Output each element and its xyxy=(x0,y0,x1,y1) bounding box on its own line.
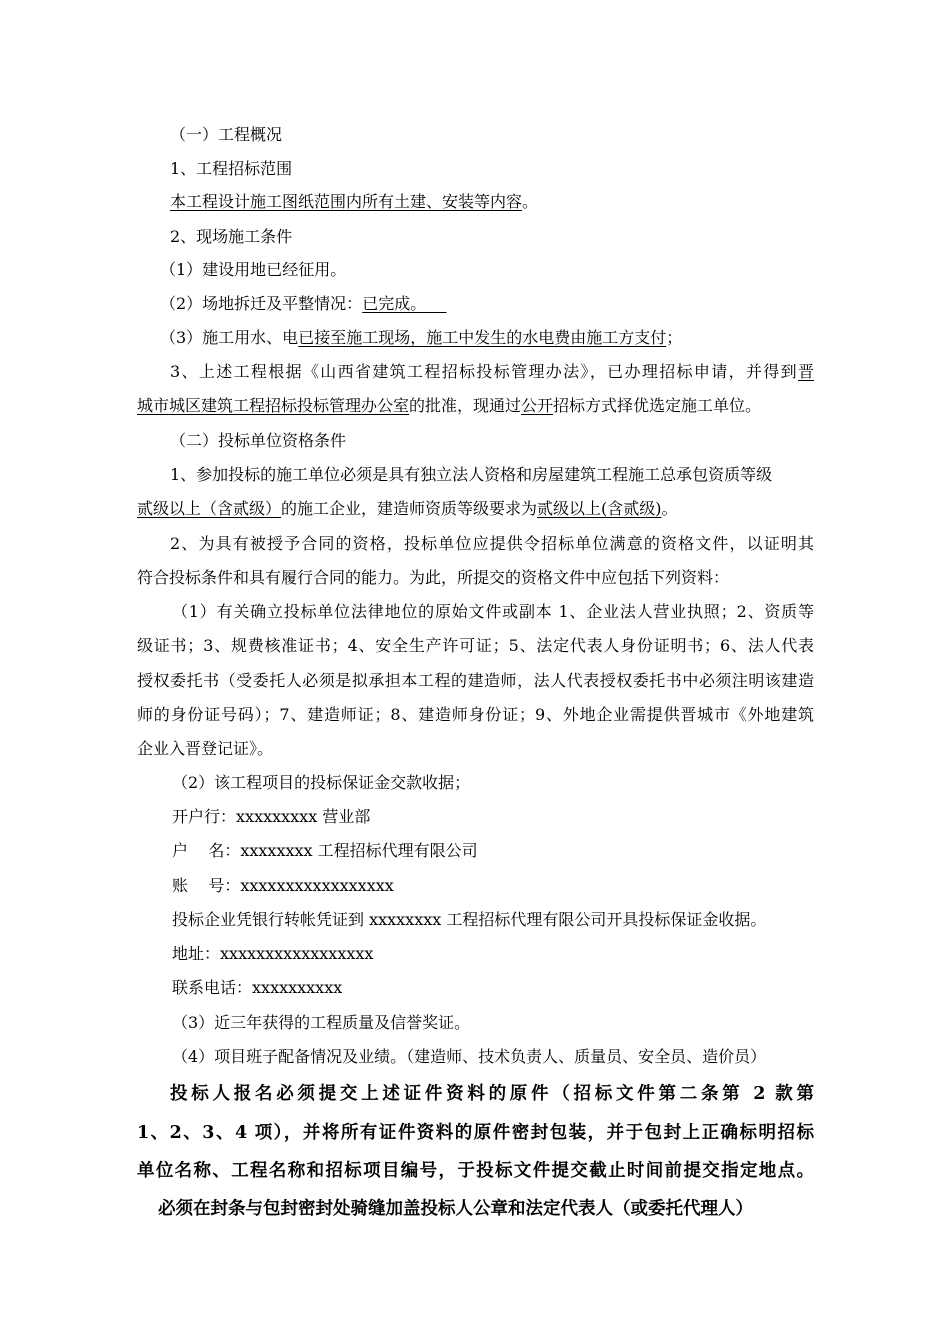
required-doc-1-line-1: （1）有关确立投标单位法律地位的原始文件或副本 1、企业法人营业执照；2、资质等 xyxy=(172,602,814,621)
required-doc-4: （4）项目班子配备情况及业绩。（建造师、技术负责人、质量员、安全员、造价员） xyxy=(172,1047,767,1066)
account-name-row xyxy=(172,840,478,862)
approval-office: 城市城区建筑工程招标投标管理办公室 xyxy=(137,396,410,415)
scope-title: 1、工程招标范围 xyxy=(170,159,293,178)
bank-value: xxxxxxxxx 营业部 xyxy=(236,807,371,826)
phone-row xyxy=(172,977,342,999)
section-heading-project-overview: （一）工程概况 xyxy=(170,125,283,144)
approval-paragraph-line-2: 城市城区建筑工程招标投标管理办公室的批准，现通过公开招标方式择优选定施工单位。 xyxy=(137,396,762,415)
notice-line-3: 单位名称、工程名称和招标项目编号，于投标文件提交截止时间前提交指定地点。 xyxy=(137,1161,814,1181)
tender-method: 公开 xyxy=(521,396,554,415)
bank-label: 开户行： xyxy=(172,807,237,826)
condition-3-value: 已接至施工现场，施工中发生的水电费由施工方支付 xyxy=(298,328,667,347)
required-doc-3: （3）近三年获得的工程质量及信誉奖证。 xyxy=(172,1013,471,1032)
address-label: 地址： xyxy=(172,944,221,963)
qualification-2-line-1: 2、为具有被授予合同的资格，投标单位应提供令招标单位满意的资格文件，以证明其 xyxy=(170,534,814,553)
notice-line-2: 1、2、3、4 项），并将所有证件资料的原件密封包装，并于包封上正确标明招标 xyxy=(137,1123,814,1143)
site-conditions-title: 2、现场施工条件 xyxy=(170,227,293,246)
condition-3-label: （3）施工用水、电 xyxy=(160,328,299,347)
scope-end: 。 xyxy=(522,192,539,211)
qualification-2-line-2: 符合投标条件和具有履行合同的能力。为此，所提交的资格文件中应包括下列资料： xyxy=(137,568,730,587)
required-doc-1-line-2: 级证书；3、规费核准证书；4、安全生产许可证；5、法定代表人身份证明书；6、法人代表 xyxy=(137,636,814,655)
account-number-value: xxxxxxxxxxxxxxxxx xyxy=(240,876,394,895)
constructor-grade: 贰级以上(含贰级) xyxy=(537,499,662,518)
approval-paragraph-line-1: 3、上述工程根据《山西省建筑工程招标投标管理办法》，已办理招标申请，并得到晋 xyxy=(170,362,814,381)
notice-line-1: 投标人报名必须提交上述证件资料的原件（招标文件第二条第 2 款第 xyxy=(170,1084,814,1104)
condition-1-end: 。 xyxy=(330,260,347,279)
phone-value: xxxxxxxxxx xyxy=(252,978,343,997)
receipt-instruction: 投标企业凭银行转帐凭证到 xxxxxxxx 工程招标代理有限公司开具投标保证金收据。 xyxy=(172,910,767,929)
condition-3-end: ； xyxy=(666,328,683,347)
account-number-row xyxy=(172,875,394,897)
account-name-label: 户 名： xyxy=(172,841,241,860)
notice-line-4: 必须在封条与包封密封处骑缝加盖投标人公章和法定代表人（或委托代理人） xyxy=(158,1199,753,1219)
section-heading-qualifications: （二）投标单位资格条件 xyxy=(170,431,347,450)
condition-2-label: （2）场地拆迁及平整情况： xyxy=(160,294,363,313)
phone-label: 联系电话： xyxy=(172,978,253,997)
condition-3 xyxy=(160,327,682,349)
bank-row xyxy=(172,806,370,828)
account-name-value: xxxxxxxx 工程招标代理有限公司 xyxy=(240,841,478,860)
condition-2 xyxy=(160,293,447,315)
condition-1-label: （1）建设用地 xyxy=(160,260,267,279)
qualification-1-line-1: 1、参加投标的施工单位必须是具有独立法人资格和房屋建筑工程施工总承包资质等级 xyxy=(170,465,773,484)
company-grade: 贰级以上（含贰级） xyxy=(137,499,282,518)
required-doc-2: （2）该工程项目的投标保证金交款收据； xyxy=(172,773,471,792)
address-row xyxy=(172,943,373,965)
scope-paragraph xyxy=(170,191,538,213)
condition-1 xyxy=(160,259,346,281)
account-number-label: 账 号： xyxy=(172,876,241,895)
condition-2-value: 已完成。 xyxy=(362,294,427,313)
required-doc-1-line-4: 师的身份证号码）；7、建造师证；8、建造师身份证；9、外地企业需提供晋城市《外地建筑 xyxy=(137,705,814,724)
scope-text: 本工程设计施工图纸范围内所有土建、安装等内容 xyxy=(170,192,523,211)
required-doc-1-line-5: 企业入晋登记证》。 xyxy=(137,739,274,758)
condition-1-value: 已经征用 xyxy=(266,260,331,279)
address-value: xxxxxxxxxxxxxxxxx xyxy=(220,944,374,963)
qualification-1-line-2: 贰级以上（含贰级）的施工企业，建造师资质等级要求为贰级以上(含贰级)。 xyxy=(137,499,678,518)
required-doc-1-line-3: 授权委托书（受委托人必须是拟承担本工程的建造师，法人代表授权委托书中必须注明该建造 xyxy=(137,671,814,690)
